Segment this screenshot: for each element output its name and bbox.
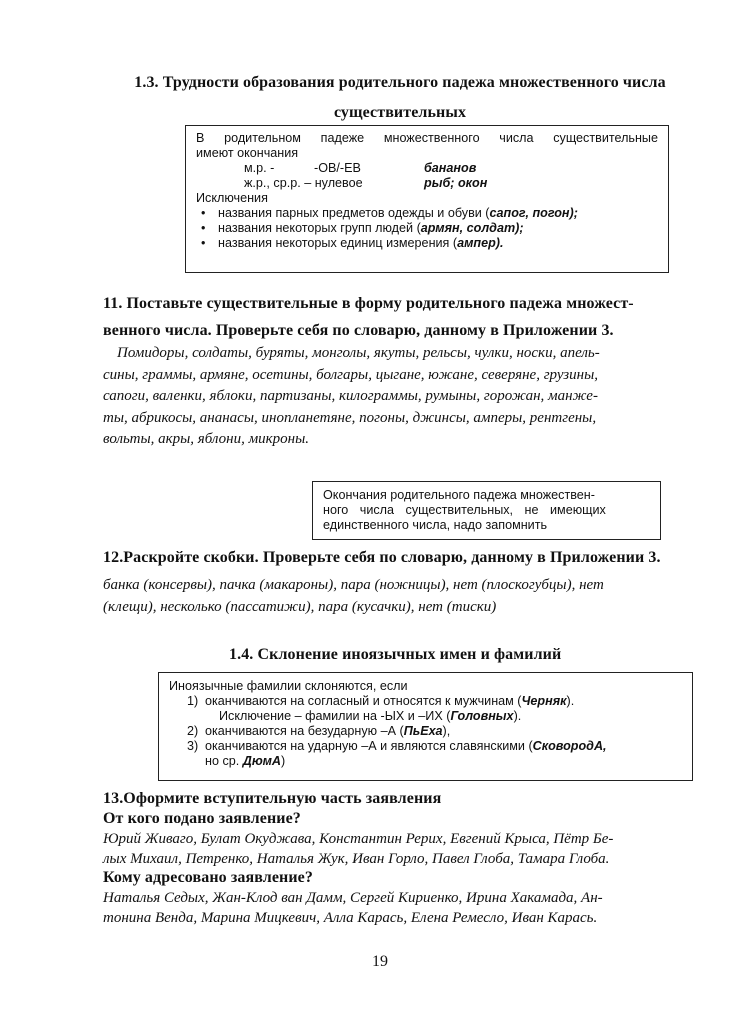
rule-item-example: ДюмА: [242, 754, 281, 768]
exercise-12-line: (клещи), несколько (пассатижи), пара (кусачки), нет (тиски): [103, 598, 497, 615]
exception-text: названия некоторых групп людей (: [218, 221, 421, 235]
exceptions-list: [196, 206, 658, 251]
exercise-13-question-1: От кого подано заявление?: [103, 810, 301, 827]
exception-example: ампер).: [457, 236, 504, 250]
rule-item-example: Головных: [450, 709, 514, 723]
exercise-12-title: 12.Раскройте скобки. Проверьте себя по словарю, данному в Приложении 3.: [103, 549, 661, 566]
exercise-11-line: Помидоры, солдаты, буряты, монголы, якуты, рельсы, чулки, носки, апель-: [117, 345, 600, 361]
exception-text: названия некоторых единиц измерения (: [218, 236, 458, 250]
rule-item: [169, 739, 682, 754]
rule-box-2-line: ного числа существительных, не имеющих: [323, 503, 606, 517]
recipients-line: Наталья Седых, Жан-Клод ван Дамм, Сергей Кириенко, Ирина Хакамада, Ан-: [103, 890, 603, 906]
senders-line: лых Михаил, Петренко, Наталья Жук, Иван Горло, Павел Глоба, Тамара Глоба.: [103, 851, 610, 867]
rule-item-exception: [169, 709, 682, 724]
exception-text: названия парных предметов одежды и обуви (: [218, 206, 490, 220]
exercise-11-line: сины, граммы, армяне, осетины, болгары, цыгане, южане, северяне, грузины,: [103, 366, 599, 383]
section-title-1-3: [90, 74, 710, 122]
exception-item: [196, 206, 658, 221]
page-number: 19: [372, 953, 388, 970]
rule-example: рыб; окон: [424, 176, 488, 190]
exercise-13-recipients: [103, 888, 685, 928]
rule-item-text: Исключение – фамилии на -ЫХ и –ИХ (: [219, 709, 451, 723]
rule-row-feminine-neuter: [196, 176, 658, 191]
rule-intro-line-2: имеют окончания: [196, 146, 299, 160]
exception-example: армян, солдат);: [420, 221, 524, 235]
rule-ending: -ОВ/-ЕВ: [314, 161, 361, 175]
exercise-13-senders: [103, 829, 685, 869]
section-title-line-2: существительных: [333, 104, 467, 121]
rule-box-3-list: [169, 694, 682, 769]
exception-item: [196, 221, 658, 236]
rule-item-text: оканчиваются на ударную –А и являются славянскими (: [205, 739, 533, 753]
rule-item-text: оканчиваются на безударную –А (: [205, 724, 404, 738]
rule-item-number: 2): [187, 724, 199, 738]
rule-example: бананов: [424, 161, 477, 175]
rule-row-masculine: [196, 161, 658, 176]
exercise-12-phrases: [103, 575, 685, 618]
bullet-icon: •: [201, 221, 206, 235]
senders-line: Юрий Живаго, Булат Окуджава, Константин Рерих, Евгений Крыса, Пётр Бе-: [103, 831, 614, 847]
recipients-line: тонина Венда, Марина Мицкевич, Алла Карась, Елена Ремесло, Иван Карась.: [103, 910, 598, 926]
exercise-11-line: ты, абрикосы, ананасы, инопланетяне, погоны, джинсы, амперы, рентгены,: [103, 409, 597, 426]
exceptions-label: Исключения: [196, 191, 268, 205]
rule-item-text: но ср.: [205, 754, 243, 768]
rule-item-text: оканчиваются на согласный и относятся к мужчинам (: [205, 694, 522, 708]
section-title-line-1: 1.3. Трудности образования родительного падежа множественного числа: [134, 74, 666, 91]
rule-box-genitive-plural: [185, 125, 669, 273]
exception-item: [196, 236, 658, 251]
rule-gender: м.р. -: [244, 161, 275, 175]
rule-item-number: 3): [187, 739, 199, 753]
rule-item-example: СковородА,: [532, 739, 607, 753]
exception-example: сапог, погон);: [489, 206, 578, 220]
exercise-11-words: [103, 343, 685, 451]
exercise-11-title-line-2: венного числа. Проверьте себя по словарю, данному в Приложении 3.: [103, 322, 614, 339]
rule-item-number: 1): [187, 694, 199, 708]
rule-item: [169, 724, 682, 739]
exercise-11-line: вольты, акры, яблони, микроны.: [103, 431, 310, 447]
rule-box-foreign-surnames: [158, 672, 693, 781]
exercise-12-line: банка (консервы), пачка (макароны), пара (ножницы), нет (плоскогубцы), нет: [103, 577, 604, 593]
rule-item-tail: ): [281, 754, 286, 768]
exercise-13-title: 13.Оформите вступительную часть заявления: [103, 790, 442, 807]
rule-intro-line-1: В родительном падеже множественного числа существительные: [196, 131, 658, 145]
rule-item-example: Черняк: [521, 694, 567, 708]
rule-gender: ж.р., ср.р. – нулевое: [244, 176, 363, 190]
section-title-1-4: 1.4. Склонение иноязычных имен и фамилий: [229, 646, 562, 663]
rule-item-tail: ).: [566, 694, 575, 708]
rule-box-2-line: Окончания родительного падежа множествен-: [323, 488, 595, 502]
bullet-icon: •: [201, 206, 206, 220]
rule-box-2-line: единственного числа, надо запомнить: [323, 518, 548, 532]
exercise-13-question-2: Кому адресовано заявление?: [103, 869, 313, 886]
rule-box-plural-only: [312, 481, 661, 540]
exercise-11-title: [103, 290, 685, 344]
rule-item-continuation: [169, 754, 682, 769]
bullet-icon: •: [201, 236, 206, 250]
rule-box-3-intro: Иноязычные фамилии склоняются, если: [169, 679, 408, 693]
rule-item-tail: ).: [513, 709, 522, 723]
exercise-11-title-line-1: 11. Поставьте существительные в форму родительного падежа множест-: [103, 295, 634, 312]
rule-item: [169, 694, 682, 709]
rule-item-example: ПьЕха: [403, 724, 443, 738]
exercise-11-line: сапоги, валенки, яблоки, партизаны, килограммы, румыны, горожан, манже-: [103, 388, 598, 404]
rule-item-tail: ),: [442, 724, 451, 738]
